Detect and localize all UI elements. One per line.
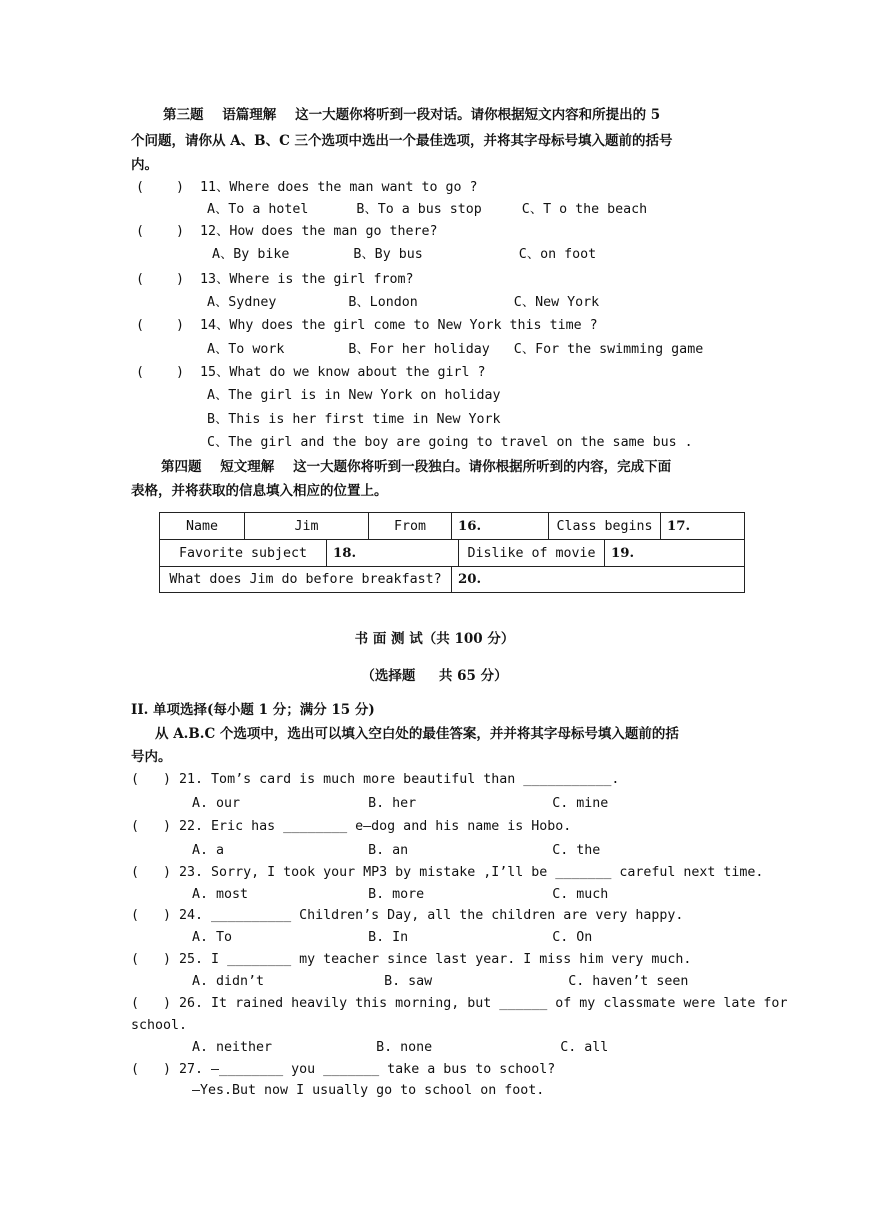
section3-intro-line1: 第三题 语篇理解 这一大题你将听到一段对话。请你根据短文内容和所提出的 5 (163, 107, 661, 123)
question-22-options: A. a B. an C. the (192, 843, 601, 858)
table-cell-name-value: Jim (244, 512, 369, 540)
table-cell-dislike-movie-label: Dislike of movie (458, 539, 605, 567)
section4-intro-line1: 第四题 短文理解 这一大题你将听到一段独白。请你根据所听到的内容，完成下面 (161, 459, 672, 475)
table-cell-blank-19: 19. (604, 539, 745, 567)
table-cell-blank-16: 16. (451, 512, 549, 540)
written-test-title: 书 面 测 试（共 100 分） (354, 631, 515, 647)
table-cell-class-begins-label: Class begins (548, 512, 661, 540)
question-11: ( ) 11、Where does the man want to go ? (136, 180, 478, 195)
table-cell-blank-17: 17. (660, 512, 745, 540)
table-cell-blank-18: 18. (326, 539, 459, 567)
question-13: ( ) 13、Where is the girl from? (136, 272, 414, 287)
table-cell-favorite-subject-label: Favorite subject (159, 539, 327, 567)
table-cell-name-label: Name (159, 512, 245, 540)
question-24: ( ) 24. __________ Children’s Day, all the children are very happy. (131, 908, 684, 923)
question-25: ( ) 25. I ________ my teacher since last year. I miss him very much. (131, 952, 692, 967)
table-cell-from-label: From (368, 512, 452, 540)
question-15-option-a: A、The girl is in New York on holiday (207, 388, 501, 403)
question-11-options: A、To a hotel B、To a bus stop C、T o the beach (207, 202, 648, 217)
question-13-options: A、Sydney B、London C、New York (207, 295, 600, 310)
section4-intro-line2: 表格，并将获取的信息填入相应的位置上。 (131, 483, 388, 499)
question-21: ( ) 21. Tom’s card is much more beautiful than ___________. (131, 772, 620, 787)
question-26-line1: ( ) 26. It rained heavily this morning, but ______ of my classmate were late for (131, 996, 788, 1011)
question-27-reply: —Yes.But now I usually go to school on foot. (192, 1083, 545, 1098)
question-23-options: A. most B. more C. much (192, 887, 609, 902)
part2-instruction-line2: 号内。 (131, 749, 172, 765)
question-24-options: A. To B. In C. On (192, 930, 593, 945)
question-12-options: A、By bike B、By bus C、on foot (212, 247, 597, 262)
question-15: ( ) 15、What do we know about the girl ? (136, 365, 486, 380)
table-cell-breakfast-label: What does Jim do before breakfast? (159, 566, 452, 593)
question-23: ( ) 23. Sorry, I took your MP3 by mistake ,I’ll be _______ careful next time. (131, 865, 764, 880)
section3-intro-line2: 个问题，请你从 A、B、C 三个选项中选出一个最佳选项，并将其字母标号填入题前的括号 (131, 133, 673, 149)
question-15-option-c: C、The girl and the boy are going to travel on the same bus . (207, 435, 693, 450)
question-15-option-b: B、This is her first time in New York (207, 412, 501, 427)
question-25-options: A. didn’t B. saw C. haven’t seen (192, 974, 689, 989)
question-27: ( ) 27. —________ you _______ take a bus to school? (131, 1062, 556, 1077)
table-cell-blank-20: 20. (451, 566, 745, 593)
section3-intro-line3: 内。 (131, 157, 158, 173)
part2-heading: II. 单项选择(每小题 1 分；满分 15 分) (131, 702, 375, 718)
question-14: ( ) 14、Why does the girl come to New York this time ? (136, 318, 598, 333)
question-26-line2: school. (131, 1018, 188, 1033)
question-21-options: A. our B. her C. mine (192, 796, 609, 811)
question-22: ( ) 22. Eric has ________ e—dog and his name is Hobo. (131, 819, 572, 834)
question-26-options: A. neither B. none C. all (192, 1040, 609, 1055)
question-14-options: A、To work B、For her holiday C、For the swimming game (207, 342, 704, 357)
written-test-subtitle: （选择题 共 65 分） (361, 668, 508, 684)
question-12: ( ) 12、How does the man go there? (136, 224, 438, 239)
part2-instruction-line1: 从 A.B.C 个选项中，选出可以填入空白处的最佳答案，并并将其字母标号填入题前的括 (155, 726, 679, 742)
